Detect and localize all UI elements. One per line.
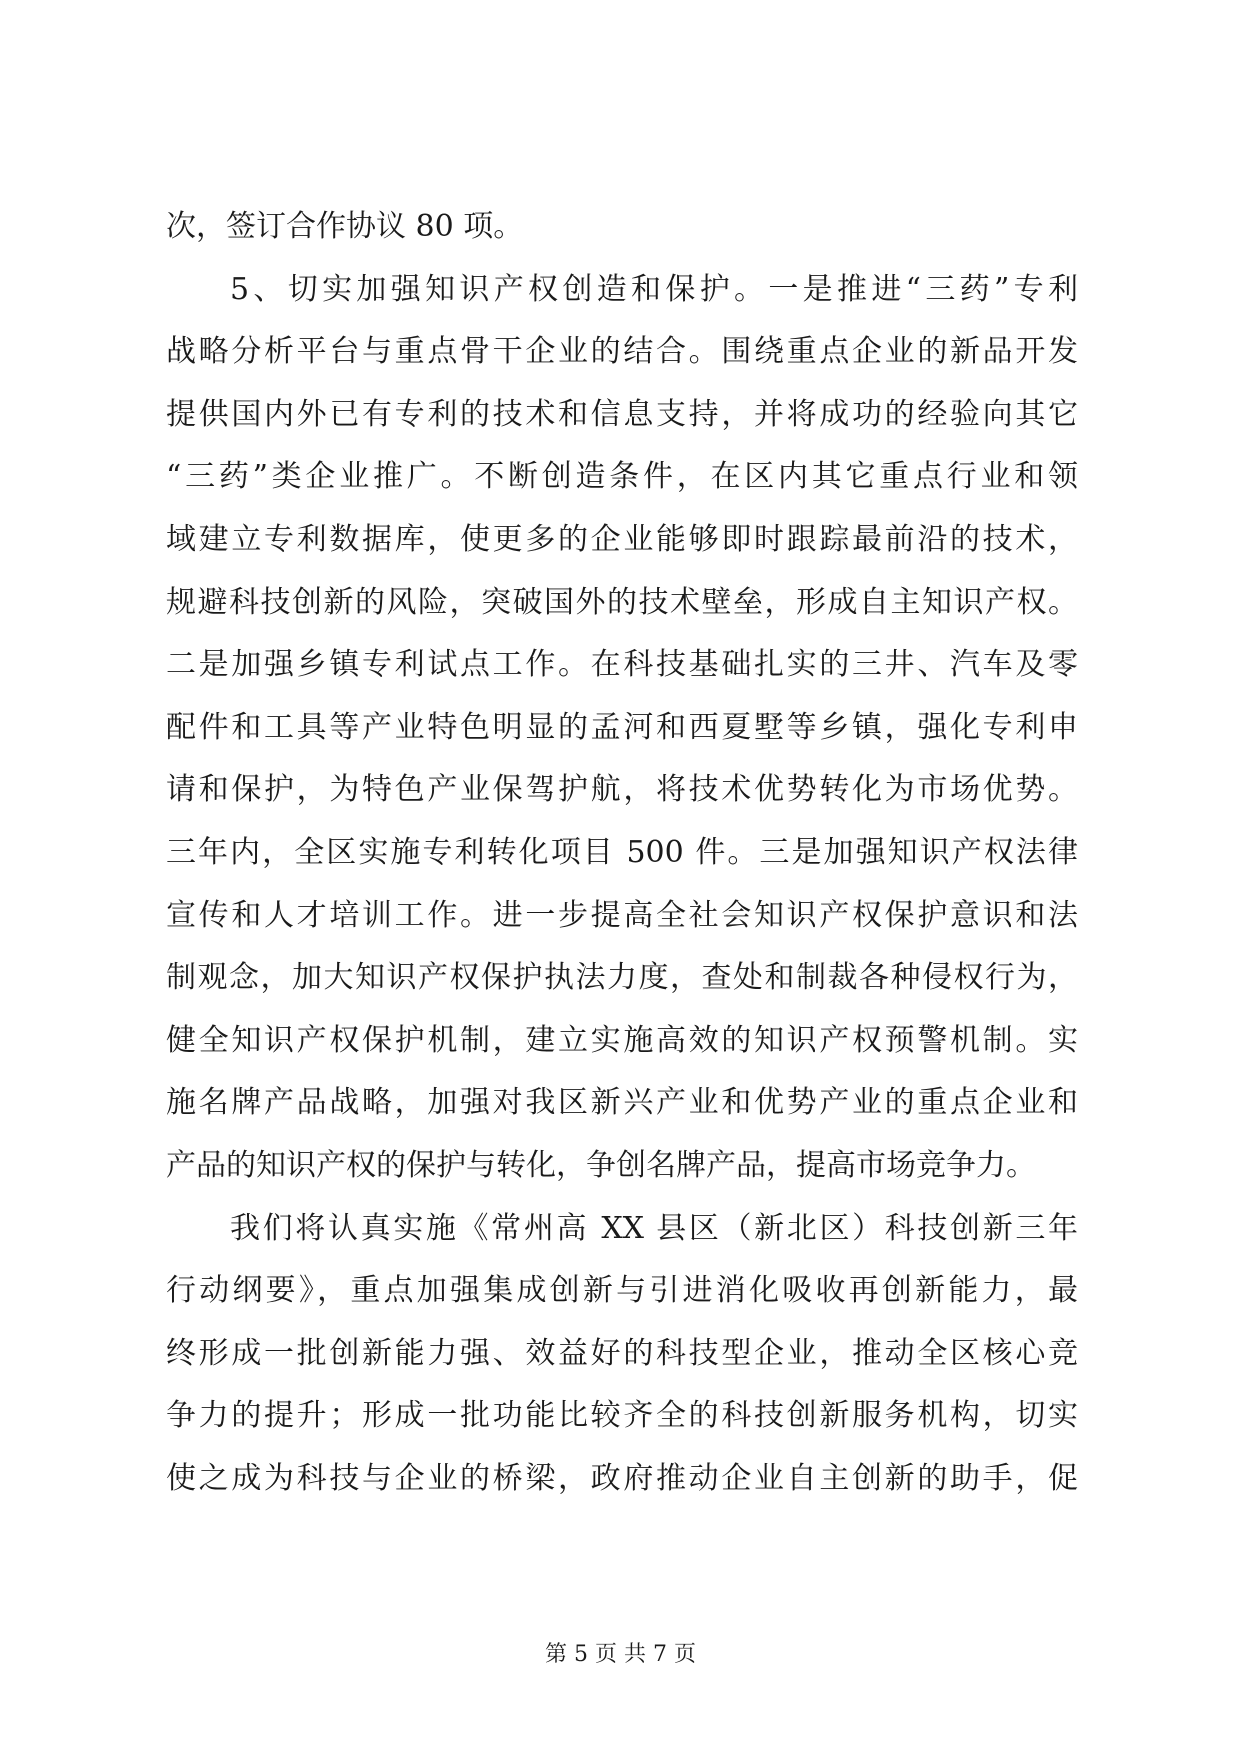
text-line: 配件和工具等产业特色明显的孟河和西夏墅等乡镇，强化专利申 (166, 709, 1078, 745)
text-line: 三年内，全区实施专利转化项目 500 件。三是加强知识产权法律 (166, 834, 1078, 870)
text-line: 请和保护，为特色产业保驾护航，将技术优势转化为市场优势。 (166, 772, 1078, 808)
text-line: 次，签订合作协议 80 项。 (166, 209, 524, 244)
text-line: 争力的提升；形成一批功能比较齐全的科技创新服务机构，切实 (166, 1398, 1078, 1434)
text-line: 行动纲要》，重点加强集成创新与引进消化吸收再创新能力，最 (166, 1273, 1078, 1309)
text-line: “三药”类企业推广。不断创造条件，在区内其它重点行业和领 (166, 459, 1078, 495)
page-number-footer: 第 5 页 共 7 页 (545, 1642, 696, 1667)
text-line: 使之成为科技与企业的桥梁，政府推动企业自主创新的助手，促 (166, 1460, 1078, 1496)
text-line: 宣传和人才培训工作。进一步提高全社会知识产权保护意识和法 (166, 897, 1078, 933)
text-line: 二是加强乡镇专利试点工作。在科技基础扎实的三井、汽车及零 (166, 647, 1078, 683)
text-line: 施名牌产品战略，加强对我区新兴产业和优势产业的重点企业和 (166, 1085, 1078, 1121)
text-line: 健全知识产权保护机制，建立实施高效的知识产权预警机制。实 (166, 1022, 1078, 1058)
text-line: 提供国内外已有专利的技术和信息支持，并将成功的经验向其它 (166, 396, 1078, 432)
text-line: 5、切实加强知识产权创造和保护。一是推进“三药”专利 (230, 271, 1078, 307)
text-line: 产品的知识产权的保护与转化，争创名牌产品，提高市场竞争力。 (166, 1147, 1036, 1183)
text-line: 域建立专利数据库，使更多的企业能够即时跟踪最前沿的技术， (166, 521, 1078, 557)
document-body (166, 196, 1078, 1510)
text-line: 规避科技创新的风险，突破国外的技术壁垒，形成自主知识产权。 (166, 584, 1078, 620)
text-line: 我们将认真实施《常州高 XX 县区（新北区）科技创新三年 (230, 1210, 1078, 1246)
text-line: 制观念，加大知识产权保护执法力度，查处和制裁各种侵权行为， (166, 960, 1078, 996)
text-line: 战略分析平台与重点骨干企业的结合。围绕重点企业的新品开发 (166, 334, 1078, 370)
text-line: 终形成一批创新能力强、效益好的科技型企业，推动全区核心竞 (166, 1335, 1078, 1371)
